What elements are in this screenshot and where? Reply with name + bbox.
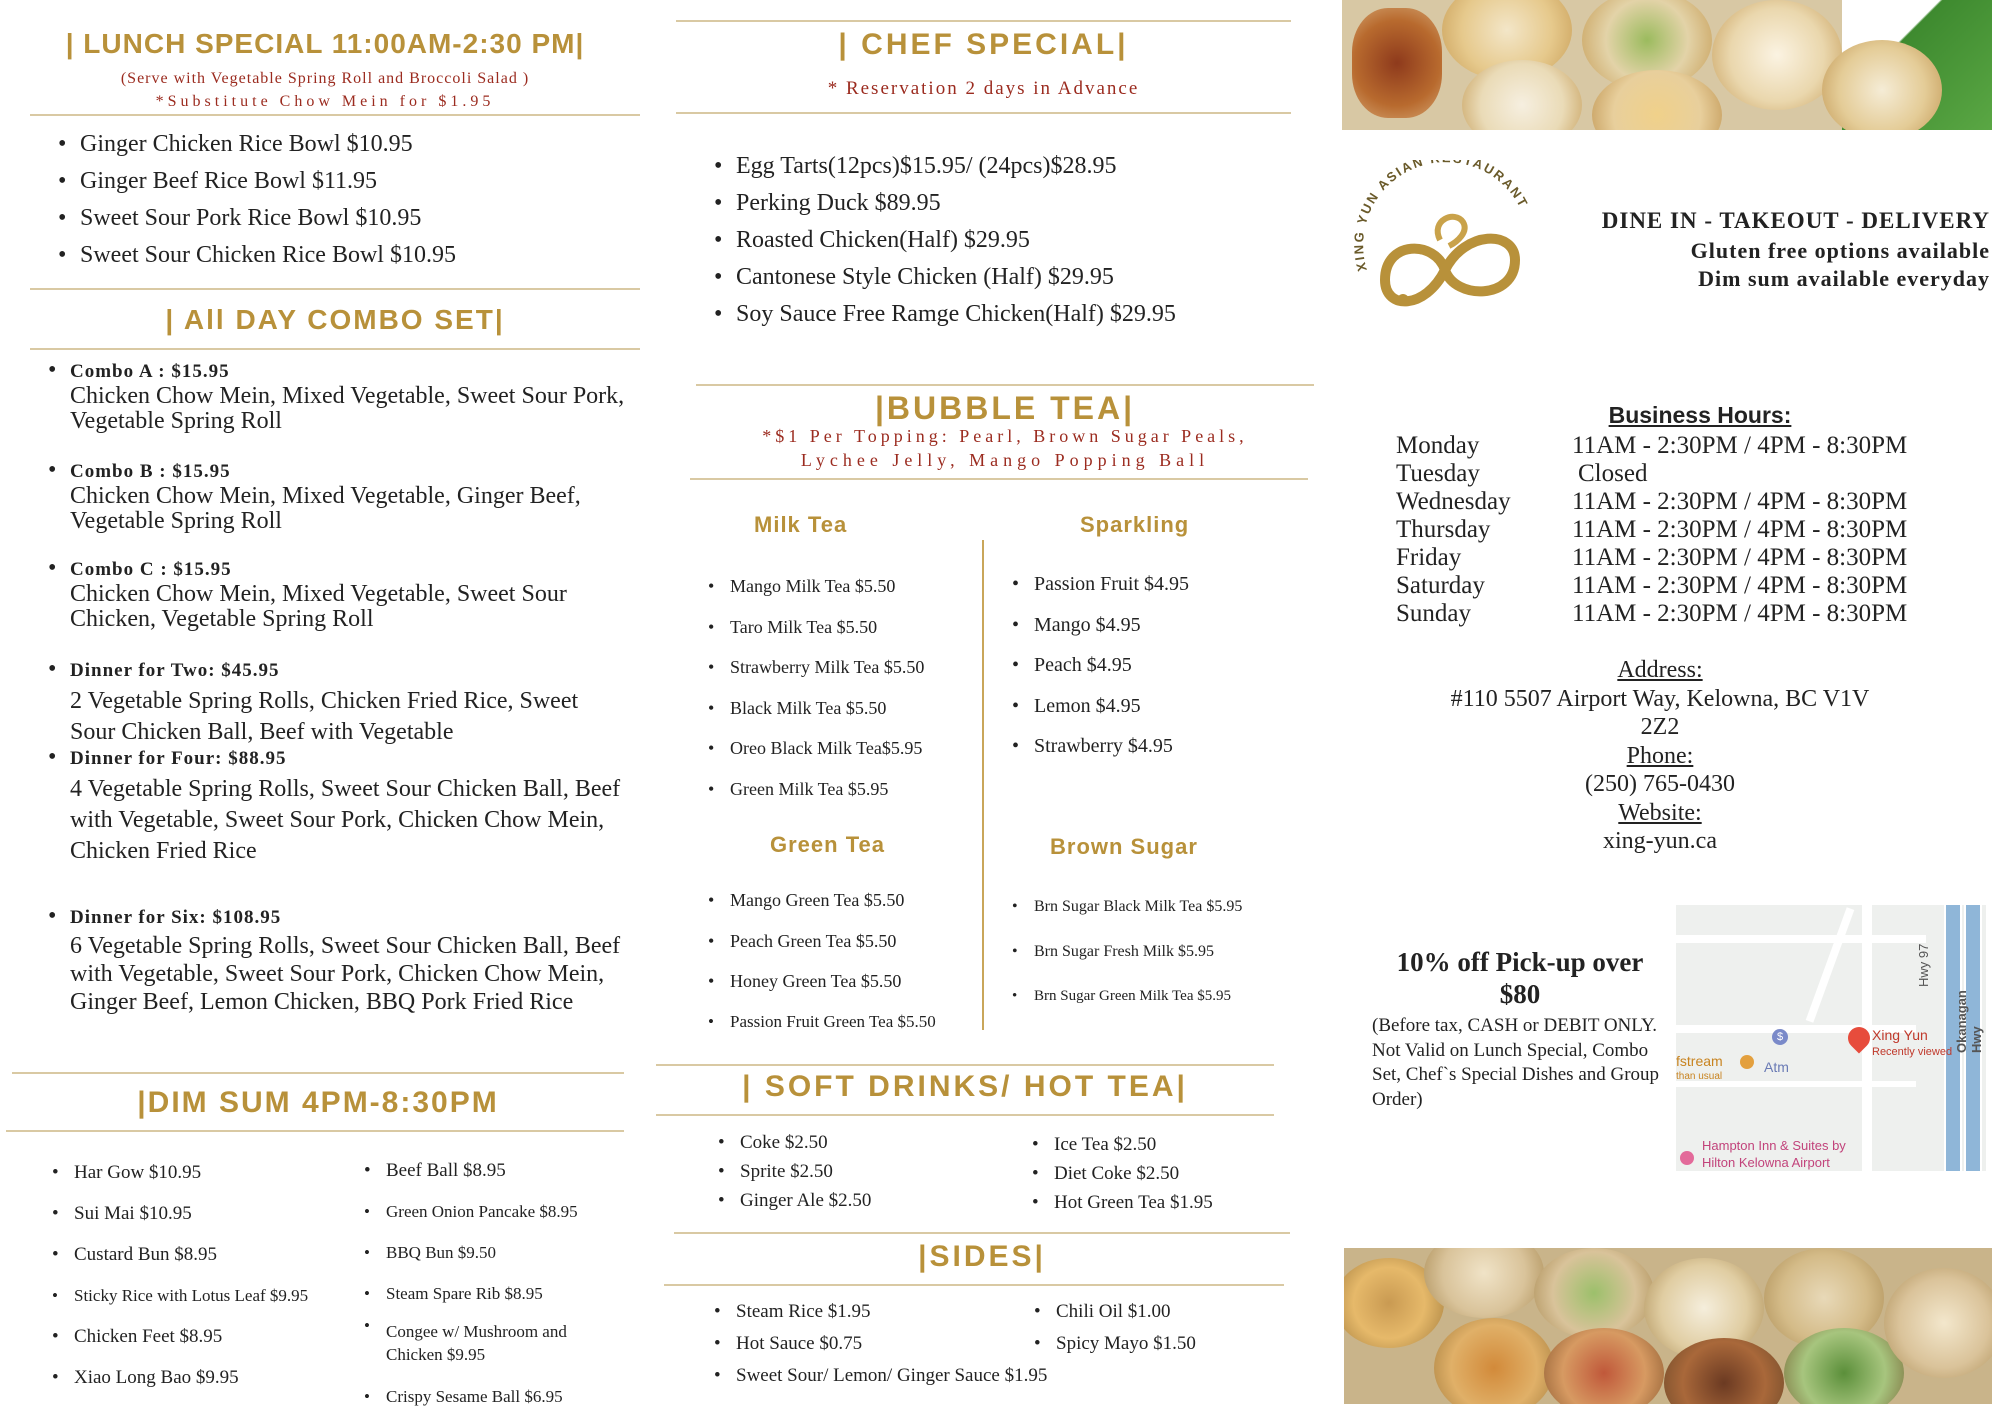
milk-tea-list <box>708 566 978 810</box>
hours-row <box>1396 460 1956 488</box>
chef-note: * Reservation 2 days in Advance <box>827 78 1140 99</box>
website-link[interactable]: xing-yun.ca <box>1603 828 1717 854</box>
brown-sugar-heading: Brown Sugar <box>1050 834 1198 859</box>
list-item: • Ginger Ale $2.50 <box>718 1186 978 1215</box>
divider <box>696 384 1314 386</box>
address-label: Address: <box>1617 657 1703 683</box>
lunch-note-2: *Substitute Chow Mein for $1.95 <box>155 93 495 110</box>
list-item: • Spicy Mayo $1.50 <box>1034 1328 1284 1360</box>
list-item: • Brn Sugar Green Milk Tea $5.95 <box>1012 974 1292 1019</box>
list-item: • BBQ Bun $9.50 <box>364 1232 614 1273</box>
bubble-note-2: Lychee Jelly, Mango Popping Ball <box>800 450 1210 470</box>
lunch-note-1: (Serve with Vegetable Spring Roll and Broccoli Salad ) <box>120 70 530 87</box>
lunch-list <box>58 126 618 274</box>
hours-row <box>1396 488 1956 516</box>
place-label: fstream <box>1676 1053 1723 1069</box>
brown-sugar-list <box>1012 884 1292 1019</box>
hours-time: 11AM - 2:30PM / 4PM - 8:30PM <box>1572 600 1908 627</box>
pin-name: Xing Yun <box>1872 1027 1928 1043</box>
hours-time: Closed <box>1578 460 1648 487</box>
hours-row <box>1396 516 1956 544</box>
photo-dish <box>1352 8 1442 118</box>
list-item: • Ginger Beef Rice Bowl $11.95 <box>58 163 618 200</box>
list-item: • Taro Milk Tea $5.50 <box>708 607 978 648</box>
hours-day: Monday <box>1396 432 1480 459</box>
location-map[interactable] <box>1676 905 1986 1171</box>
hours-time: 11AM - 2:30PM / 4PM - 8:30PM <box>1572 544 1908 571</box>
drinks-title: | SOFT DRINKS/ HOT TEA| <box>742 1070 1188 1103</box>
pin-sub: Recently viewed <box>1872 1046 1953 1058</box>
list-item: • Steam Spare Rib $8.95 <box>364 1273 614 1314</box>
list-item: • Hot Green Tea $1.95 <box>1032 1188 1282 1217</box>
list-item: • Xiao Long Bao $9.95 <box>52 1357 352 1398</box>
restaurant-logo <box>1345 160 1545 330</box>
divider <box>690 478 1308 480</box>
hours-day: Wednesday <box>1396 488 1511 515</box>
logo-text: XING YUN ASIAN TAURANT <box>1350 160 1532 274</box>
list-item: • Green Onion Pancake $8.95 <box>364 1191 614 1232</box>
list-item <box>48 458 628 556</box>
divider <box>30 348 640 350</box>
photo-dish <box>1884 1268 1992 1378</box>
dimsum-title: |DIM SUM 4PM-8:30PM <box>137 1086 499 1119</box>
hours-day: Tuesday <box>1396 460 1480 487</box>
list-item: • Steam Rice $1.95 <box>714 1296 1014 1328</box>
list-item <box>48 358 628 458</box>
promo-desc: (Before tax, CASH or DEBIT ONLY. Not Valid on Lunch Special, Combo Set, Chef`s Special Dishes and Group Order) <box>1372 1015 1660 1110</box>
sides-left-list <box>714 1296 1048 1392</box>
hours-row <box>1396 572 1956 600</box>
list-item: • Sweet Sour Pork Rice Bowl $10.95 <box>58 200 618 237</box>
website-label: Website: <box>1618 799 1702 826</box>
sides-title: |SIDES| <box>918 1240 1046 1273</box>
map-road <box>1806 907 1855 1022</box>
list-item: • Ice Tea $2.50 <box>1032 1130 1282 1159</box>
list-item: • Har Gow $10.95 <box>52 1152 352 1193</box>
list-item: • Mango Milk Tea $5.50 <box>708 566 978 607</box>
list-item: • Black Milk Tea $5.50 <box>708 688 978 729</box>
hotel-label: Hampton Inn & Suites by <box>1702 1138 1846 1153</box>
divider <box>30 114 640 116</box>
gluten-free-line: Gluten free options available <box>1690 238 1990 263</box>
list-item: • Sticky Rice with Lotus Leaf $9.95 <box>52 1275 352 1316</box>
list-item: • Strawberry $4.95 <box>1012 726 1272 767</box>
place-sublabel: than usual <box>1676 1071 1723 1082</box>
hours-table <box>1396 432 1956 628</box>
list-item: • Diet Coke $2.50 <box>1032 1159 1282 1188</box>
photo-dish <box>1822 40 1942 130</box>
promo-title: 10% off Pick-up over $80 <box>1396 947 1644 1009</box>
list-item: • Sprite $2.50 <box>718 1157 978 1186</box>
combo-title: | All DAY COMBO SET| <box>165 304 505 335</box>
map-road-label: Okanagan Hwy <box>1954 990 1984 1053</box>
chef-list <box>714 148 1294 333</box>
list-item <box>48 556 628 654</box>
list-item: • Green Milk Tea $5.95 <box>708 769 978 810</box>
map-road <box>1676 935 1926 943</box>
combo-head: Combo C : $15.95 <box>70 559 232 580</box>
list-item: • Mango $4.95 <box>1012 605 1272 646</box>
food-spread-photo <box>1344 1248 1992 1404</box>
divider <box>676 20 1291 22</box>
sides-right-list <box>1034 1296 1284 1360</box>
lunch-title: | LUNCH SPECIAL 11:00AM-2:30 PM| <box>65 28 585 59</box>
hours-row <box>1396 600 1956 628</box>
phone-label: Phone: <box>1626 742 1694 769</box>
list-item: • Brn Sugar Black Milk Tea $5.95 <box>1012 884 1292 929</box>
combo-desc: 4 Vegetable Spring Rolls, Sweet Sour Chicken Ball, Beef with Vegetable, Sweet Sour Pork, Chicken Chow Mein, Chicken Fried Rice <box>70 776 621 864</box>
drinks-left-list <box>718 1128 978 1215</box>
divider <box>30 288 640 290</box>
divider <box>12 1072 624 1074</box>
list-item: • Crispy Sesame Ball $6.95 <box>364 1376 614 1417</box>
list-item: • Passion Fruit Green Tea $5.50 <box>708 1002 978 1043</box>
list-item: • Passion Fruit $4.95 <box>1012 564 1272 605</box>
list-item: • Cantonese Style Chicken (Half) $29.95 <box>714 259 1294 296</box>
hours-time: 11AM - 2:30PM / 4PM - 8:30PM <box>1572 516 1908 543</box>
list-item: • Chicken Feet $8.95 <box>52 1316 352 1357</box>
dim-sum-photo <box>1342 0 1992 130</box>
milk-tea-heading: Milk Tea <box>754 512 848 537</box>
combo-list <box>48 358 628 1016</box>
divider <box>656 1064 1274 1066</box>
list-item: • Ginger Chicken Rice Bowl $10.95 <box>58 126 618 163</box>
combo-desc: Chicken Chow Mein, Mixed Vegetable, Sweet Sour Pork, Vegetable Spring Roll <box>70 383 625 434</box>
list-item: • Chili Oil $1.00 <box>1034 1296 1284 1328</box>
divider <box>664 1284 1284 1286</box>
photo-dish <box>1534 1248 1654 1338</box>
phone-number: (250) 765-0430 <box>1585 771 1735 797</box>
list-item: • Coke $2.50 <box>718 1128 978 1157</box>
list-item <box>48 742 628 902</box>
list-item: • Mango Green Tea $5.50 <box>708 880 978 921</box>
hours-title: Business Hours: <box>1608 402 1792 428</box>
place-icon[interactable] <box>1740 1055 1754 1069</box>
map-road-label: Hwy 97 <box>1916 943 1931 987</box>
list-item: • Lemon $4.95 <box>1012 686 1272 727</box>
dimsum-right-list <box>364 1150 614 1417</box>
divider <box>676 112 1291 114</box>
green-tea-heading: Green Tea <box>770 832 885 857</box>
dim-sum-line: Dim sum available everyday <box>1698 266 1990 291</box>
service-line: DINE IN - TAKEOUT - DELIVERY <box>1601 208 1990 233</box>
drinks-right-list <box>1032 1130 1282 1217</box>
list-item: • Hot Sauce $0.75 <box>714 1328 1014 1360</box>
list-item: • Beef Ball $8.95 <box>364 1150 614 1191</box>
address-text: #110 5507 Airport Way, Kelowna, BC V1V 2Z2 <box>1450 685 1870 740</box>
hotel-icon[interactable] <box>1680 1151 1694 1165</box>
hours-time: 11AM - 2:30PM / 4PM - 8:30PM <box>1572 572 1908 599</box>
hours-day: Thursday <box>1396 516 1491 543</box>
sparkling-list <box>1012 564 1272 767</box>
list-item <box>48 902 628 1016</box>
combo-head: Dinner for Two: $45.95 <box>70 660 280 681</box>
list-item: • Roasted Chicken(Half) $29.95 <box>714 222 1294 259</box>
list-item: • Congee w/ Mushroom and Chicken $9.95 <box>364 1314 614 1376</box>
divider <box>6 1130 624 1132</box>
list-item <box>48 654 628 745</box>
hotel-label: Hilton Kelowna Airport <box>1702 1155 1830 1170</box>
combo-desc: Chicken Chow Mein, Mixed Vegetable, Sweet Sour Chicken, Vegetable Spring Roll <box>70 581 567 632</box>
combo-head: Combo A : $15.95 <box>70 361 230 382</box>
combo-desc: 2 Vegetable Spring Rolls, Chicken Fried Rice, Sweet Sour Chicken Ball, Beef with Vegetable <box>70 688 579 745</box>
list-item: • Oreo Black Milk Tea$5.95 <box>708 728 978 769</box>
sparkling-heading: Sparkling <box>1080 512 1190 537</box>
hours-row <box>1396 544 1956 572</box>
hours-day: Friday <box>1396 544 1462 571</box>
list-item: • Sweet Sour Chicken Rice Bowl $10.95 <box>58 237 618 274</box>
hours-row <box>1396 432 1956 460</box>
combo-head: Dinner for Four: $88.95 <box>70 748 287 769</box>
list-item: • Peach $4.95 <box>1012 645 1272 686</box>
combo-desc: 6 Vegetable Spring Rolls, Sweet Sour Chicken Ball, Beef with Vegetable, Sweet Sour Pork, Chicken Chow Mein, Ginger Beef, Lemon Chicken, BBQ Pork Fried Rice <box>70 933 621 1015</box>
combo-head: Dinner for Six: $108.95 <box>70 907 282 928</box>
list-item: • Honey Green Tea $5.50 <box>708 961 978 1002</box>
hours-day: Sunday <box>1396 600 1471 627</box>
combo-head: Combo B : $15.95 <box>70 461 231 482</box>
divider <box>656 1114 1274 1116</box>
hours-time: 11AM - 2:30PM / 4PM - 8:30PM <box>1572 488 1908 515</box>
green-tea-list <box>708 880 978 1042</box>
list-item: • Brn Sugar Fresh Milk $5.95 <box>1012 929 1292 974</box>
list-item: • Strawberry Milk Tea $5.50 <box>708 647 978 688</box>
list-item: • Soy Sauce Free Ramge Chicken(Half) $29.95 <box>714 296 1294 333</box>
list-item: • Egg Tarts(12pcs)$15.95/ (24pcs)$28.95 <box>714 148 1294 185</box>
contact-block <box>1400 656 1920 856</box>
atm-label: Atm <box>1764 1059 1789 1075</box>
atm-icon[interactable]: $ <box>1772 1029 1788 1045</box>
list-item: • Perking Duck $89.95 <box>714 185 1294 222</box>
vertical-divider <box>982 540 984 1030</box>
combo-desc: Chicken Chow Mein, Mixed Vegetable, Ginger Beef, Vegetable Spring Roll <box>70 483 581 534</box>
list-item: • Peach Green Tea $5.50 <box>708 921 978 962</box>
photo-dish <box>1544 1328 1664 1404</box>
hours-time: 11AM - 2:30PM / 4PM - 8:30PM <box>1572 432 1908 459</box>
list-item: • Custard Bun $8.95 <box>52 1234 352 1275</box>
bubble-title: |BUBBLE TEA| <box>874 390 1136 426</box>
list-item: • Sui Mai $10.95 <box>52 1193 352 1234</box>
photo-dish <box>1434 1318 1554 1404</box>
divider <box>674 1232 1290 1234</box>
chef-title: | CHEF SPECIAL| <box>838 28 1129 61</box>
hours-day: Saturday <box>1396 572 1485 599</box>
list-item: • Sweet Sour/ Lemon/ Ginger Sauce $1.95 <box>714 1360 1196 1392</box>
bubble-note-1: *$1 Per Topping: Pearl, Brown Sugar Peals, <box>762 426 1248 446</box>
dimsum-left-list <box>52 1152 352 1398</box>
